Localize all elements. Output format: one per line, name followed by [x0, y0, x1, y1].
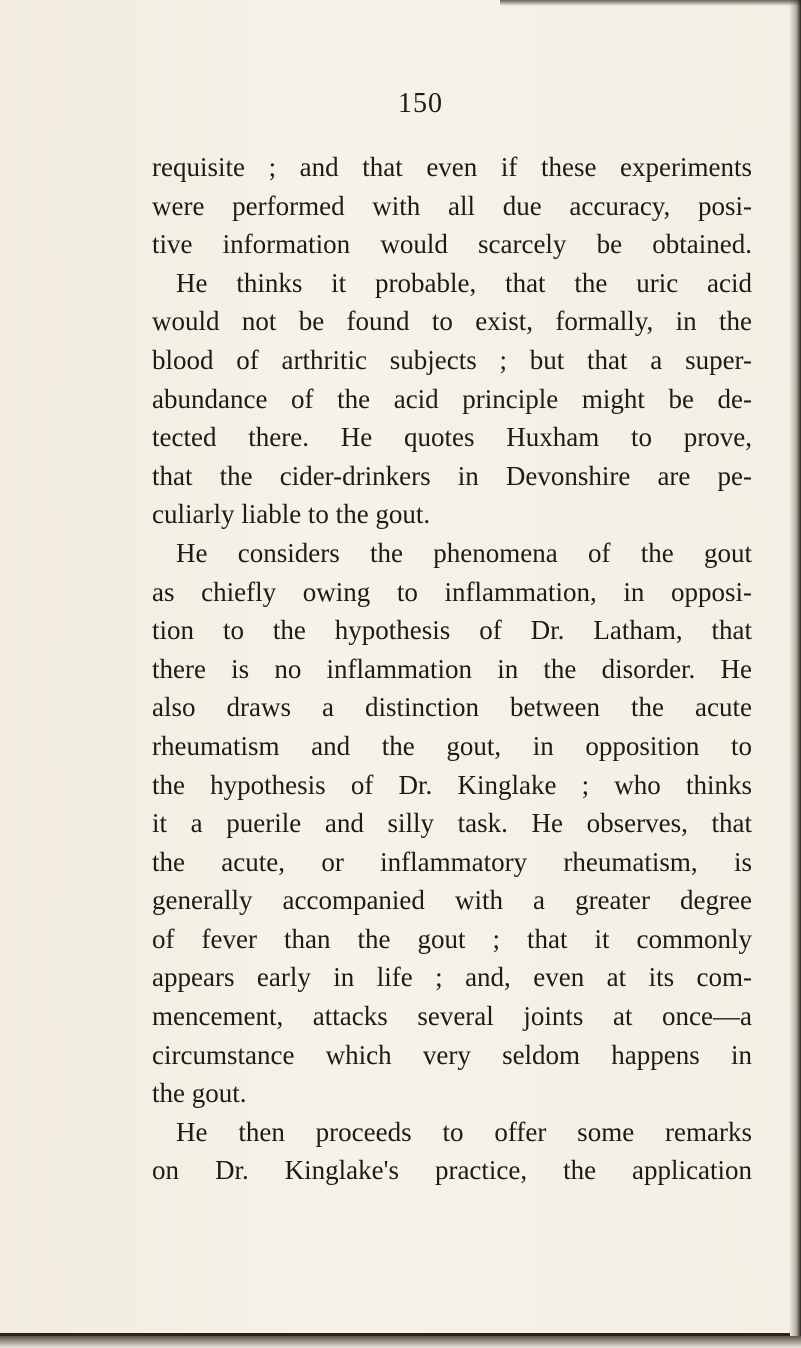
text-line: appears early in life ; and, even at its com-: [152, 962, 752, 993]
text-line: would not be found to exist, formally, in the: [152, 306, 752, 337]
text-line: were performed with all due accuracy, posi-: [152, 190, 752, 221]
text-line: on Dr. Kinglake's practice, the application: [152, 1155, 752, 1186]
text-line: circumstance which very seldom happens in: [152, 1039, 752, 1070]
text-line: mencement, attacks several joints at once—a: [152, 1001, 752, 1032]
text-line: the acute, or inflammatory rheumatism, is: [152, 846, 752, 877]
text-line: also draws a distinction between the acute: [152, 692, 752, 723]
body-text: [152, 148, 752, 1190]
text-line: the hypothesis of Dr. Kinglake ; who thinks: [152, 769, 752, 800]
page-top-shadow: [500, 0, 801, 6]
text-line: culiarly liable to the gout.: [152, 499, 431, 530]
text-line: of fever than the gout ; that it commonly: [152, 923, 752, 954]
text-line: abundance of the acid principle might be de-: [152, 383, 752, 414]
text-line: requisite ; and that even if these experiments: [152, 152, 752, 182]
page-right-shadow: [789, 0, 801, 1348]
text-line: tive information would scarcely be obtained.: [152, 229, 752, 260]
text-line: He considers the phenomena of the gout: [176, 537, 752, 568]
text-line: tected there. He quotes Huxham to prove,: [152, 422, 752, 453]
text-line: there is no inflammation in the disorder. He: [152, 653, 752, 684]
text-line: He then proceeds to offer some remarks: [176, 1116, 752, 1147]
text-line: generally accompanied with a greater degree: [152, 885, 752, 916]
text-line: that the cider-drinkers in Devonshire are pe-: [152, 460, 752, 491]
page-number: 150: [398, 88, 443, 119]
text-line: tion to the hypothesis of Dr. Latham, that: [152, 615, 752, 646]
page-bottom-shadow: [0, 1336, 801, 1348]
text-line: as chiefly owing to inflammation, in opposi-: [152, 576, 752, 607]
text-line: the gout.: [152, 1078, 247, 1109]
text-line: He thinks it probable, that the uric acid: [176, 267, 752, 298]
text-line: blood of arthritic subjects ; but that a super-: [152, 344, 752, 375]
text-line: it a puerile and silly task. He observes, that: [152, 808, 752, 839]
text-line: rheumatism and the gout, in opposition to: [152, 730, 752, 761]
